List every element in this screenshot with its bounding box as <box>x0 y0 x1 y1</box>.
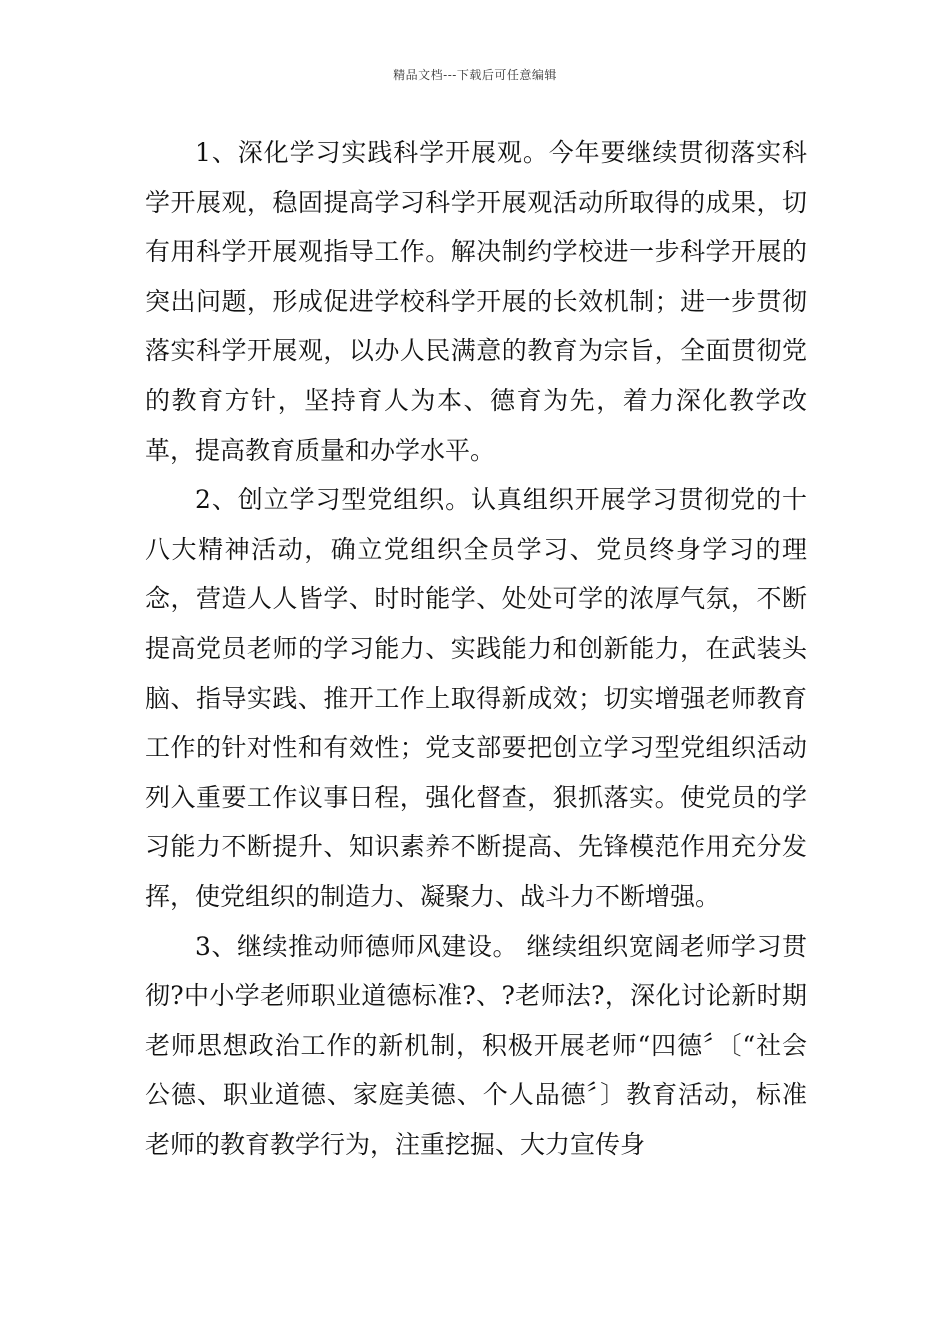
paragraph-1: 1、深化学习实践科学开展观。今年要继续贯彻落实科学开展观，稳固提高学习科学开展观活动所取得的成果，切有用科学开展观指导工作。解决制约学校进一步科学开展的突出问题，形成促进学校科学开展的长效机制；进一步贯彻落实科学开展观，以办人民满意的教育为宗旨，全面贯彻党的教育方针，坚持育人为本、德育为先，着力深化教学改革，提高教育质量和办学水平。 <box>145 138 807 465</box>
page-header: 精品文档---下载后可任意编辑 <box>393 68 557 82</box>
document-body <box>145 128 807 1169</box>
paragraph-2: 2、创立学习型党组织。认真组织开展学习贯彻党的十八大精神活动，确立党组织全员学习、党员终身学习的理念，营造人人皆学、时时能学、处处可学的浓厚气氛，不断提高党员老师的学习能力、实践能力和创新能力，在武装头脑、指导实践、推开工作上取得新成效；切实增强老师教育工作的针对性和有效性；党支部要把创立学习型党组织活动列入重要工作议事日程，强化督查，狠抓落实。使党员的学习能力不断提升、知识素养不断提高、先锋模范作用充分发挥，使党组织的制造力、凝聚力、战斗力不断增强。 <box>145 485 807 911</box>
paragraph-3: 3、继续推动师德师风建设。 继续组织宽阔老师学习贯彻?中小学老师职业道德标准?、?老师法?，深化讨论新时期老师思想政治工作的新机制，积极开展老师“四德〞〔“社会公德、职业道德、家庭美德、个人品德〞〕教育活动，标准老师的教育教学行为，注重挖掘、大力宣传身 <box>145 931 807 1159</box>
